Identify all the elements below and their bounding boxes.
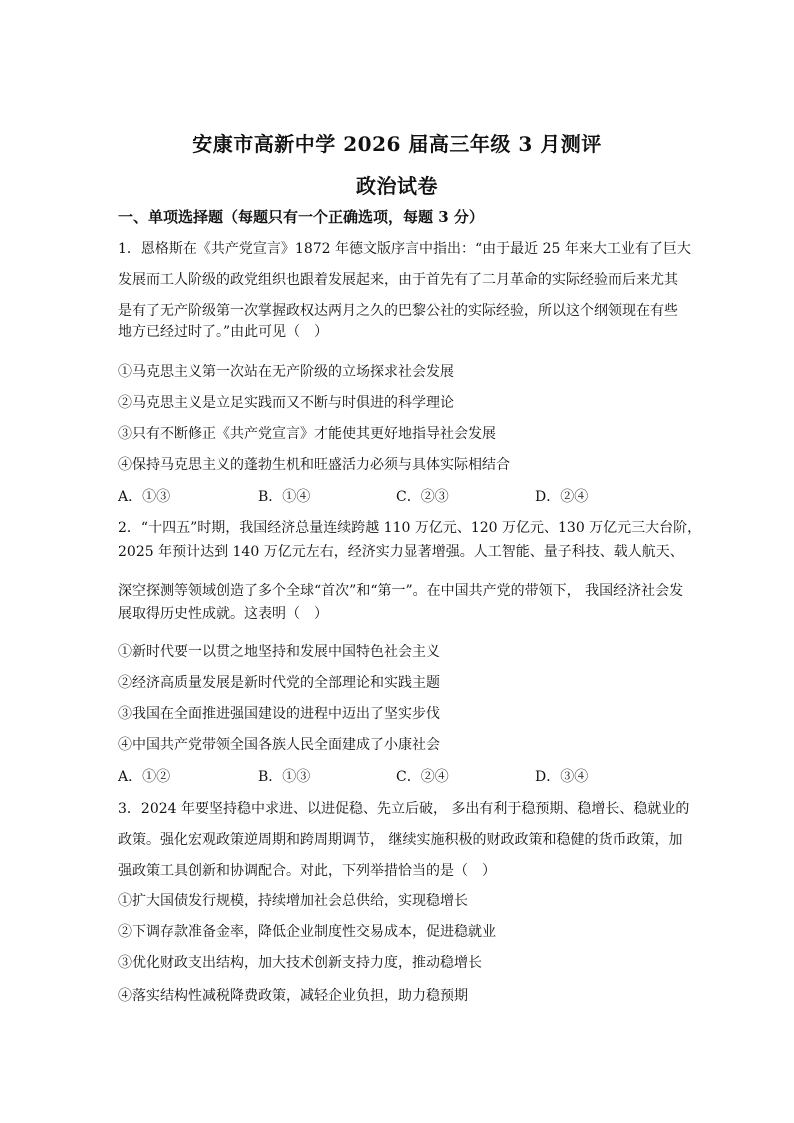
option-a[interactable]: A．①② xyxy=(118,769,171,785)
statement-item: ④中国共产党带领全国各族人民全面建成了小康社会 xyxy=(118,737,440,753)
question-stem-line: 深空探测等领域创造了多个全球“首次”和“第一”。在中国共产党的带领下， 我国经济社会发 xyxy=(118,583,684,599)
statement-item: ①马克思主义第一次站在无产阶级的立场探求社会发展 xyxy=(118,364,454,380)
statement-item: ①新时代要一以贯之地坚持和发展中国特色社会主义 xyxy=(118,644,440,660)
question-stem-line: 是有了无产阶级第一次掌握政权达两月之久的巴黎公社的实际经验，所以这个纲领现在有些 xyxy=(118,303,678,319)
statement-item: ③只有不断修正《共产党宣言》才能使其更好地指导社会发展 xyxy=(118,426,496,442)
statement-item: ③优化财政支出结构，加大技术创新支持力度，推动稳增长 xyxy=(118,955,482,971)
option-b[interactable]: B．①③ xyxy=(258,769,311,785)
exam-subject: 政治试卷 xyxy=(356,174,438,198)
statement-item: ③我国在全面推进强国建设的进程中迈出了坚实步伐 xyxy=(118,706,440,722)
statement-item: ④落实结构性减税降费政策，减轻企业负担，助力稳预期 xyxy=(118,988,468,1004)
question-stem-line: 展取得历史性成就。这表明（ ） xyxy=(118,606,328,622)
question-stem-line: 发展而工人阶级的政党组织也跟着发展起来，由于首先有了二月革命的实际经验而后来尤其 xyxy=(118,272,678,288)
question-stem-line: 2．“十四五”时期，我国经济总量连续跨越 110 万亿元、120 万亿元、130 万亿元三大台阶， xyxy=(118,520,702,536)
option-c[interactable]: C．②④ xyxy=(396,769,449,785)
answer-options xyxy=(118,766,678,786)
statement-item: ④保持马克思主义的蓬勃生机和旺盛活力必须与具体实际相结合 xyxy=(118,457,510,473)
option-b[interactable]: B．①④ xyxy=(258,489,311,505)
statement-item: ②经济高质量发展是新时代党的全部理论和实践主题 xyxy=(118,675,440,691)
option-d[interactable]: D．②④ xyxy=(535,489,589,505)
question-stem-line: 强政策工具创新和协调配合。对此，下列举措恰当的是（ ） xyxy=(118,863,496,879)
section-heading: 一、单项选择题（每题只有一个正确选项，每题 3 分） xyxy=(118,208,484,226)
option-d[interactable]: D．③④ xyxy=(535,769,589,785)
statement-item: ②下调存款准备金率，降低企业制度性交易成本，促进稳就业 xyxy=(118,924,496,940)
question-stem-line: 政策。强化宏观政策逆周期和跨周期调节， 继续实施积极的财政政策和稳健的货币政策，加 xyxy=(118,832,683,848)
exam-title: 安康市高新中学 2026 届高三年级 3 月测评 xyxy=(192,132,602,156)
statement-item: ①扩大国债发行规模，持续增加社会总供给，实现稳增长 xyxy=(118,893,468,909)
question-stem-line: 3．2024 年要坚持稳中求进、以进促稳、先立后破， 多出有利于稳预期、稳增长、稳就业的 xyxy=(118,801,690,817)
answer-options xyxy=(118,486,678,506)
statement-item: ②马克思主义是立足实践而又不断与时俱进的科学理论 xyxy=(118,395,454,411)
option-a[interactable]: A．①③ xyxy=(118,489,171,505)
option-c[interactable]: C．②③ xyxy=(396,489,449,505)
question-stem-line: 2025 年预计达到 140 万亿元左右，经济实力显著增强。人工智能、量子科技、载人航天、 xyxy=(118,544,684,560)
question-stem-line: 1．恩格斯在《共产党宣言》1872 年德文版序言中指出：“由于最近 25 年来大工业有了巨大 xyxy=(118,241,691,257)
question-stem-line: 地方已经过时了。”由此可见（ ） xyxy=(118,324,329,340)
